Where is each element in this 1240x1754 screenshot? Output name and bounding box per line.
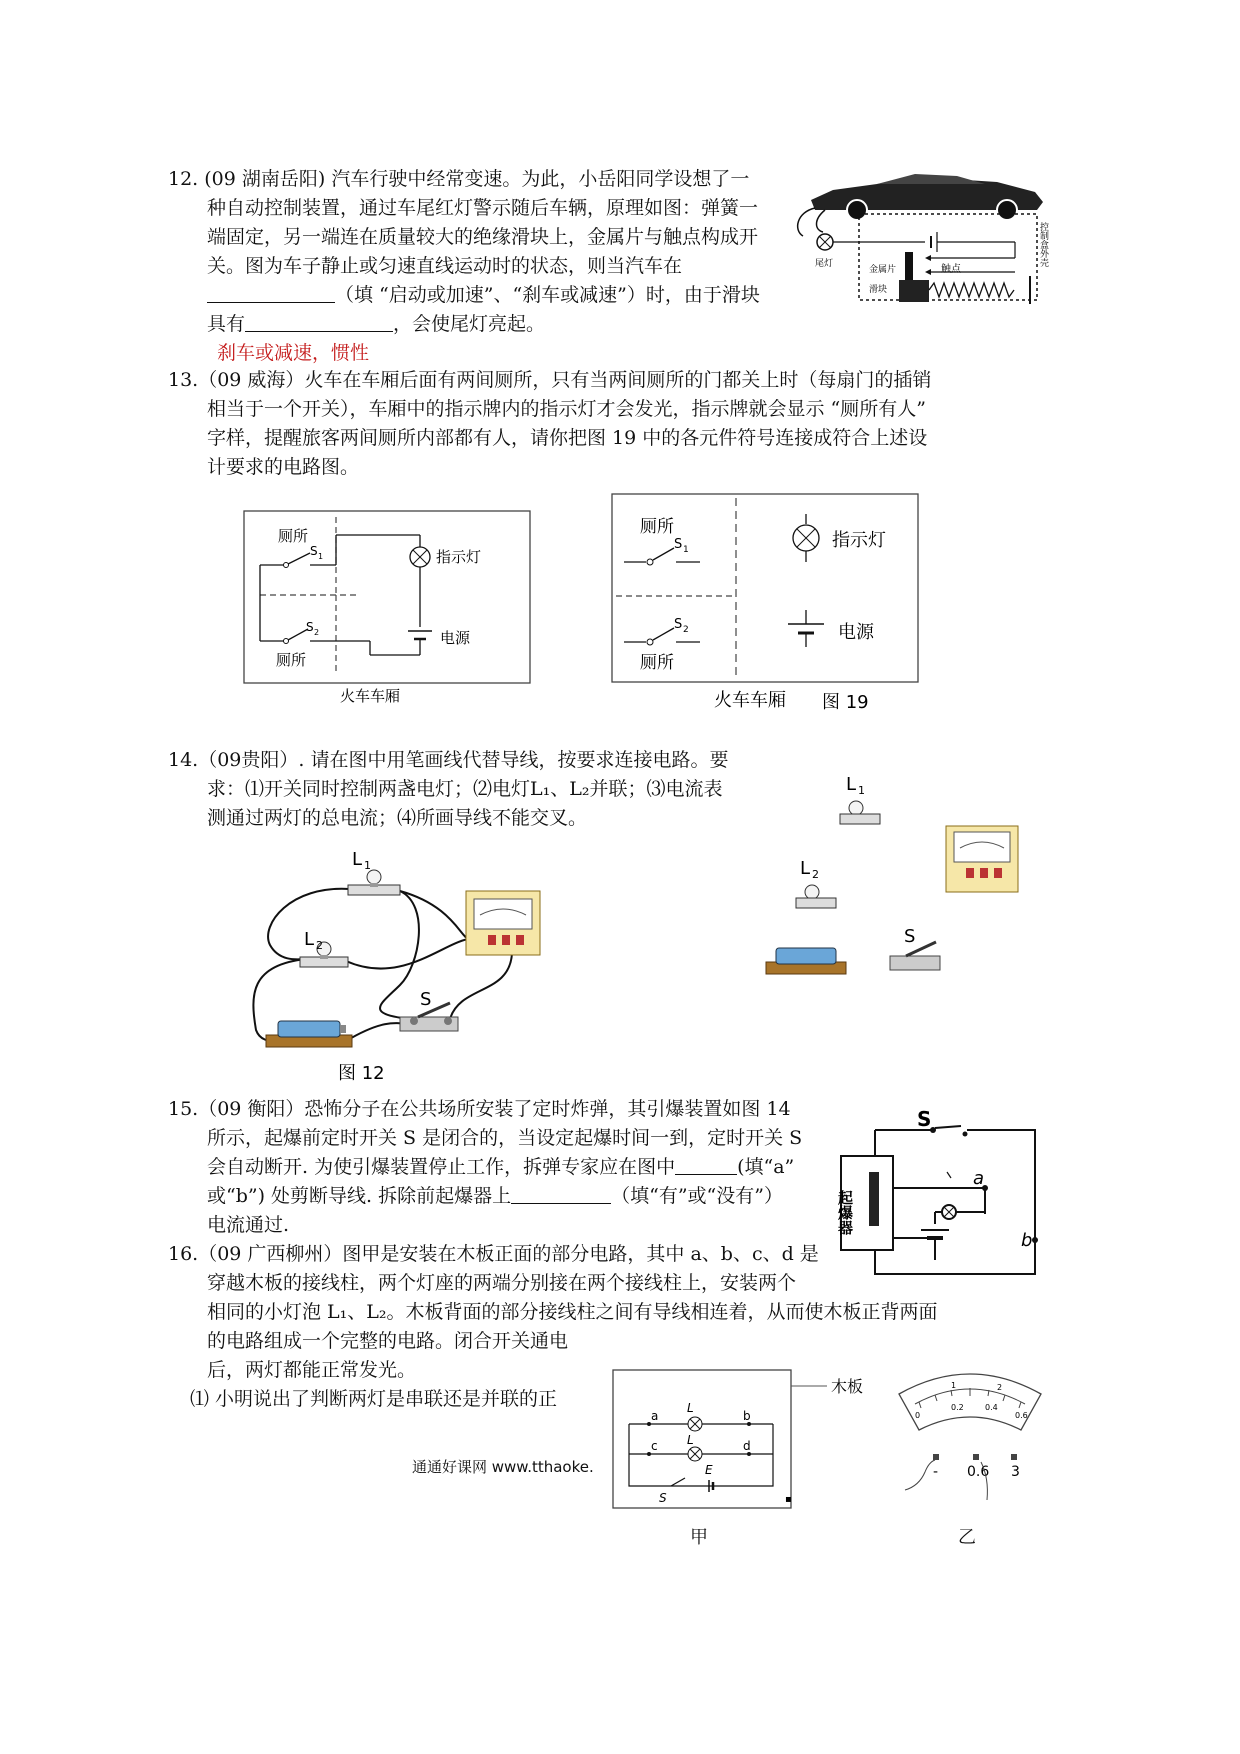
l2-label: L <box>687 1433 694 1447</box>
metal-label: 金属片 <box>869 265 897 275</box>
fig-a-label: 甲 <box>690 1527 708 1548</box>
a-label: a <box>973 1168 985 1189</box>
caption: 火车车厢 <box>714 690 786 711</box>
q12-line-3: 端固定，另一端连在质量较大的绝缘滑块上，金属片与触点构成开 <box>207 226 759 248</box>
s1-label: S <box>674 537 683 552</box>
s1-sub: 1 <box>318 552 324 561</box>
q13-line-4: 计要求的电路图。 <box>207 456 360 478</box>
scale-top-1: 1 <box>951 1381 957 1390</box>
fig-label: 图 19 <box>822 692 869 713</box>
q12-fill2-before: 具有 <box>207 313 246 335</box>
s2-label: S <box>674 617 683 632</box>
s1-label: S <box>310 544 318 558</box>
q13-right-figure <box>610 492 930 720</box>
tail-lamp-icon <box>817 234 833 250</box>
l1-label: L <box>687 1401 694 1415</box>
q12-blank-1[interactable] <box>207 280 335 303</box>
s2-sub: 2 <box>314 628 320 637</box>
l1-bulb-icon <box>348 870 400 895</box>
car-silhouette <box>811 174 1043 220</box>
q16-line-2: 穿越木板的接线柱，两个灯座的两端分别接在两个接线柱上，安装两个 <box>207 1272 797 1294</box>
metal-strip <box>905 252 913 282</box>
toilet-label-2: 厕所 <box>276 651 307 669</box>
s-label: S <box>917 1107 932 1131</box>
lamp-label: 指示灯 <box>436 548 482 566</box>
switch-label: S <box>420 989 432 1010</box>
slider-label: 滑块 <box>869 285 888 295</box>
b-label: b <box>743 1409 751 1423</box>
l2-sub: 2 <box>812 868 819 881</box>
footer-watermark: 通通好课网 www.tthaoke. <box>412 1458 594 1476</box>
q14-line-2: 求：⑴开关同时控制两盏电灯；⑵电灯L₁、L₂并联；⑶电流表 <box>207 778 723 800</box>
q15-line-1: 15.（09 衡阳）恐怖分子在公共场所安装了定时炸弹，其引爆装置如图 14 <box>168 1098 791 1120</box>
ammeter-icon <box>466 891 540 955</box>
q12-fill2-after: ，会使尾灯亮起。 <box>393 313 546 335</box>
q16-figure-a <box>605 1362 880 1538</box>
l2-bulb-icon <box>796 885 836 908</box>
l2-label: L <box>304 929 315 950</box>
board-outline <box>613 1370 791 1508</box>
q12-figure <box>785 160 1050 310</box>
q16-line-1: 16.（09 广西柳州）图甲是安装在木板正面的部分电路，其中 a、b、c、d 是 <box>168 1243 819 1265</box>
toilet-label-1: 厕所 <box>640 517 674 537</box>
q15-blank-1[interactable] <box>675 1152 737 1175</box>
board-label: 木板 <box>831 1377 864 1396</box>
s2-sub: 2 <box>683 625 689 635</box>
q13-line-3: 字样，提醒旅客两间厕所内部都有人，请你把图 19 中的各元件符号连接成符合上述设 <box>207 427 928 449</box>
e-label: E <box>705 1463 713 1477</box>
l2-sub: 2 <box>316 939 323 952</box>
q12-answer: 刹车或减速，惯性 <box>217 342 370 364</box>
d-label: d <box>743 1439 751 1453</box>
scale-0: 0 <box>915 1411 921 1420</box>
toilet-label-2: 厕所 <box>640 653 674 673</box>
terminal-neg: - <box>933 1464 939 1480</box>
q13-left-figure <box>240 505 540 710</box>
battery-icon <box>766 948 846 974</box>
l1-bulb-icon <box>840 801 880 824</box>
q14-line-1: 14.（09贵阳）. 请在图中用笔画线代替导线，按要求连接电路。要 <box>168 749 729 771</box>
q16-line-5: 后，两灯都能正常发光。 <box>207 1359 417 1381</box>
q13-line-2: 相当于一个开关），车厢中的指示牌内的指示灯才会发光，指示牌就会显示 “厕所有人” <box>207 398 926 420</box>
q13-line-1: 13.（09 威海）火车在车厢后面有两间厕所，只有当两间厕所的门都关上时（每扇门的插销 <box>168 369 932 391</box>
meter-face <box>899 1374 1041 1430</box>
q16-figure-b <box>885 1358 1055 1508</box>
s1-sub: 1 <box>683 545 689 555</box>
ammeter-icon <box>946 826 1018 892</box>
l1-sub: 1 <box>858 784 865 797</box>
q15-line-5: 电流通过. <box>207 1214 290 1236</box>
fig-b-label: 乙 <box>958 1527 976 1548</box>
scale-top-2: 2 <box>997 1383 1003 1392</box>
lamp-label: 尾灯 <box>815 259 834 269</box>
q12-line-1: 12. (09 湖南岳阳) 汽车行驶中经常变速。为此，小岳阳同学设想了一 <box>168 168 750 190</box>
l1-sub: 1 <box>364 859 371 872</box>
scale-1: 0.2 <box>951 1403 964 1412</box>
q14-right-figure <box>760 770 1060 990</box>
caption: 火车车厢 <box>340 687 401 705</box>
q16-line-6: ⑴ 小明说出了判断两灯是串联还是并联的正 <box>190 1388 558 1410</box>
q14-left-figure <box>250 845 580 1085</box>
q15-figure <box>835 1100 1050 1285</box>
q14-line-3: 测通过两灯的总电流；⑷所画导线不能交叉。 <box>207 807 588 829</box>
l1-label: L <box>352 849 363 870</box>
l1-label: L <box>846 774 857 795</box>
terminal-3: 3 <box>1011 1464 1020 1480</box>
q12-line-2: 种自动控制装置，通过车尾红灯警示随后车辆，原理如图：弹簧一 <box>207 197 759 219</box>
lamp-label: 指示灯 <box>832 530 886 551</box>
box-label: 控制盒外壳 <box>1038 222 1048 267</box>
switch-label: S <box>904 926 916 947</box>
c-label: c <box>651 1439 658 1453</box>
b-label: b <box>1021 1230 1033 1251</box>
q15-line-4 <box>207 1180 783 1213</box>
a-label: a <box>651 1409 659 1423</box>
scale-2: 0.4 <box>985 1403 998 1412</box>
q15-line-3-tail: (填“a” <box>737 1156 795 1178</box>
battery-icon <box>266 1021 352 1047</box>
q15-blank-2[interactable] <box>511 1181 611 1204</box>
q16-line-3: 相同的小灯泡 L₁、L₂。木板背面的部分接线柱之间有导线相连着，从而使木板正背两面 <box>207 1301 938 1323</box>
q16-line-4: 的电路组成一个完整的电路。闭合开关通电 <box>207 1330 569 1352</box>
contact-label: 触点 <box>941 264 961 275</box>
scale-3: 0.6 <box>1015 1411 1028 1420</box>
s2-label: S <box>306 620 314 634</box>
s-label: S <box>659 1491 667 1505</box>
q12-line-4: 关。图为车子静止或匀速直线运动时的状态，则当汽车在 <box>207 255 683 277</box>
l2-label: L <box>800 858 811 879</box>
q15-line-3-text: 会自动断开. 为使引爆装置停止工作，拆弹专家应在图中 <box>207 1156 676 1178</box>
q12-fill1-text: （填 “启动或加速”、“刹车或减速”）时，由于滑块 <box>335 284 760 306</box>
q15-line-2: 所示，起爆前定时开关 S 是闭合的，当设定起爆时间一到，定时开关 S <box>207 1127 803 1149</box>
spring <box>929 283 1014 297</box>
q15-line-4-tail: （填“有”或“没有”） <box>611 1185 783 1207</box>
power-label: 电源 <box>440 629 471 647</box>
toilet-label-1: 厕所 <box>278 527 309 545</box>
q15-line-4-text: 或“b”) 处剪断导线. 拆除前起爆器上 <box>207 1185 512 1207</box>
q12-blank-2[interactable] <box>245 309 393 332</box>
slider-block <box>899 280 929 302</box>
fig-label: 图 12 <box>338 1063 385 1084</box>
detonator-label: 起爆器 <box>836 1190 854 1235</box>
terminal-06: 0.6 <box>967 1464 990 1480</box>
power-label: 电源 <box>838 622 874 643</box>
mark: ▪ <box>785 1494 792 1505</box>
